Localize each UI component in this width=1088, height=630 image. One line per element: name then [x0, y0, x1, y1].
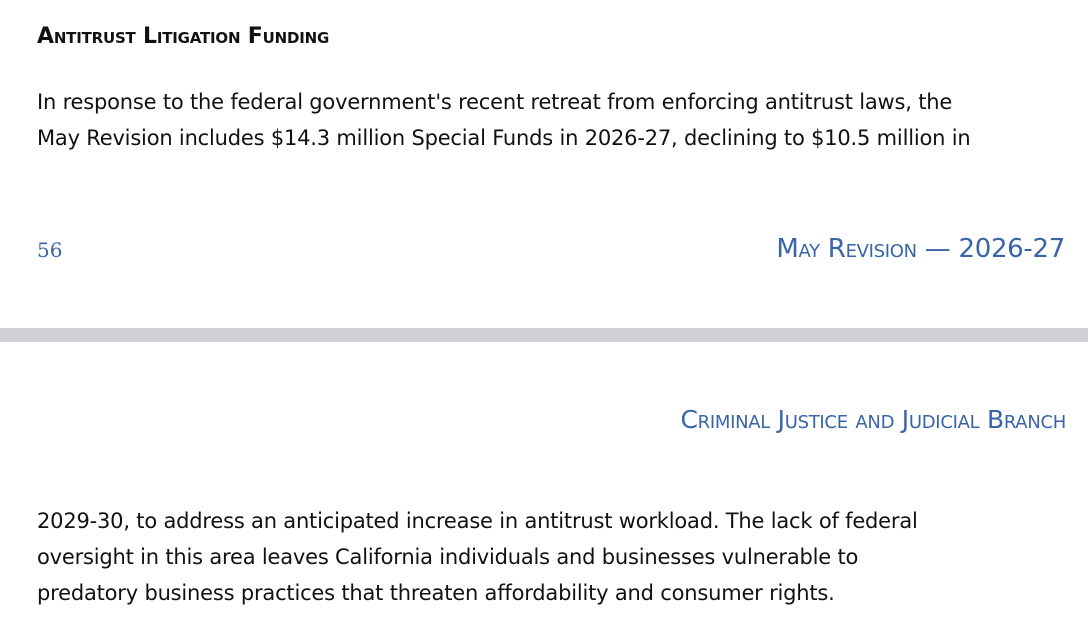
- page-number: 56: [37, 238, 63, 262]
- body-paragraph: [37, 84, 970, 156]
- page-divider: [0, 328, 1088, 342]
- paragraph-line: May Revision includes $14.3 million Special Funds in 2026-27, declining to $10.5 million in: [37, 126, 971, 150]
- paragraph-line: In response to the federal government's recent retreat from enforcing antitrust laws, the: [37, 90, 953, 114]
- running-footer: May Revision — 2026-27: [776, 234, 1065, 264]
- running-header: Criminal Justice and Judicial Branch: [680, 405, 1066, 434]
- paragraph-line: predatory business practices that threaten affordability and consumer rights.: [37, 581, 835, 605]
- body-paragraph: [37, 503, 918, 611]
- paragraph-line: 2029-30, to address an anticipated increase in antitrust workload. The lack of federal: [37, 509, 918, 533]
- section-heading: Antitrust Litigation Funding: [37, 24, 330, 49]
- paragraph-line: oversight in this area leaves California individuals and businesses vulnerable to: [37, 545, 859, 569]
